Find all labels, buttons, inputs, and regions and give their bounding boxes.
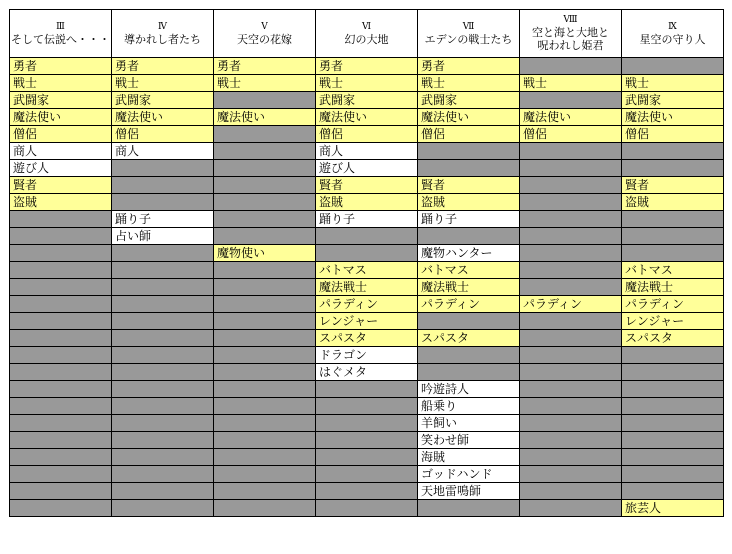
column-numeral: Ⅲ	[56, 21, 65, 32]
empty-cell	[214, 313, 316, 330]
job-cell: 遊び人	[10, 160, 112, 177]
job-cell: 武闘家	[622, 92, 724, 109]
empty-cell	[10, 279, 112, 296]
empty-cell	[316, 245, 418, 262]
empty-cell	[10, 483, 112, 500]
table-row	[10, 483, 724, 500]
empty-cell	[112, 313, 214, 330]
column-title: 空と海と大地と	[532, 26, 609, 39]
column-numeral: Ⅴ	[261, 21, 268, 32]
empty-cell	[214, 262, 316, 279]
empty-cell	[316, 432, 418, 449]
job-cell: スパスタ	[316, 330, 418, 347]
empty-cell	[520, 500, 622, 517]
empty-cell	[622, 245, 724, 262]
job-cell: 武闘家	[112, 92, 214, 109]
empty-cell	[316, 500, 418, 517]
job-cell: パラディン	[520, 296, 622, 313]
empty-cell	[10, 296, 112, 313]
empty-cell	[520, 58, 622, 75]
job-cell: 盗賊	[10, 194, 112, 211]
empty-cell	[112, 245, 214, 262]
empty-cell	[10, 398, 112, 415]
job-cell: 魔法使い	[622, 109, 724, 126]
empty-cell	[622, 449, 724, 466]
job-cell: 勇者	[214, 58, 316, 75]
empty-cell	[214, 415, 316, 432]
empty-cell	[10, 313, 112, 330]
column-title: 幻の大地	[344, 32, 389, 46]
empty-cell	[10, 330, 112, 347]
table-row	[10, 330, 724, 347]
empty-cell	[316, 398, 418, 415]
job-cell: 僧侶	[622, 126, 724, 143]
empty-cell	[214, 296, 316, 313]
column-header	[10, 10, 112, 58]
job-cell: 船乗り	[418, 398, 520, 415]
empty-cell	[520, 347, 622, 364]
empty-cell	[622, 381, 724, 398]
empty-cell	[214, 432, 316, 449]
empty-cell	[520, 143, 622, 160]
column-title: 星空の守り人	[639, 32, 706, 46]
job-cell: ゴッドハンド	[418, 466, 520, 483]
job-cell: 魔法使い	[10, 109, 112, 126]
table-row	[10, 381, 724, 398]
job-cell: バトマス	[418, 262, 520, 279]
empty-cell	[418, 160, 520, 177]
job-cell: 勇者	[10, 58, 112, 75]
empty-cell	[112, 432, 214, 449]
empty-cell	[622, 466, 724, 483]
table-row	[10, 58, 724, 75]
empty-cell	[520, 364, 622, 381]
empty-cell	[112, 466, 214, 483]
table-row	[10, 262, 724, 279]
job-cell: 勇者	[316, 58, 418, 75]
job-cell: 魔法使い	[520, 109, 622, 126]
empty-cell	[10, 245, 112, 262]
empty-cell	[214, 143, 316, 160]
job-cell: 僧侶	[418, 126, 520, 143]
empty-cell	[520, 449, 622, 466]
empty-cell	[112, 415, 214, 432]
empty-cell	[214, 160, 316, 177]
empty-cell	[520, 466, 622, 483]
job-cell: 吟遊詩人	[418, 381, 520, 398]
job-cell: 武闘家	[418, 92, 520, 109]
job-cell: 戦士	[520, 75, 622, 92]
empty-cell	[418, 347, 520, 364]
empty-cell	[520, 381, 622, 398]
job-cell: ドラゴン	[316, 347, 418, 364]
job-cell: パラディン	[418, 296, 520, 313]
table-row	[10, 500, 724, 517]
job-cell: 賢者	[418, 177, 520, 194]
column-title: エデンの戦士たち	[424, 32, 513, 46]
column-numeral: Ⅳ	[158, 21, 167, 32]
job-cell: 勇者	[418, 58, 520, 75]
empty-cell	[112, 279, 214, 296]
job-cell: 踊り子	[418, 211, 520, 228]
table-row	[10, 160, 724, 177]
empty-cell	[622, 483, 724, 500]
empty-cell	[520, 398, 622, 415]
empty-cell	[418, 228, 520, 245]
empty-cell	[214, 364, 316, 381]
job-cell: 魔物ハンター	[418, 245, 520, 262]
empty-cell	[112, 449, 214, 466]
column-header	[622, 10, 724, 58]
job-cell: 武闘家	[316, 92, 418, 109]
table-row	[10, 415, 724, 432]
empty-cell	[214, 347, 316, 364]
empty-cell	[622, 143, 724, 160]
empty-cell	[214, 330, 316, 347]
empty-cell	[10, 449, 112, 466]
job-cell: バトマス	[622, 262, 724, 279]
column-header	[112, 10, 214, 58]
job-cell: はぐメタ	[316, 364, 418, 381]
job-cell: 勇者	[112, 58, 214, 75]
column-numeral: Ⅵ	[361, 21, 372, 32]
empty-cell	[622, 398, 724, 415]
job-cell: 踊り子	[316, 211, 418, 228]
empty-cell	[10, 500, 112, 517]
job-cell: 海賊	[418, 449, 520, 466]
empty-cell	[10, 415, 112, 432]
empty-cell	[520, 313, 622, 330]
column-numeral: Ⅷ	[563, 15, 578, 25]
empty-cell	[10, 347, 112, 364]
job-cell: 商人	[316, 143, 418, 160]
empty-cell	[214, 211, 316, 228]
empty-cell	[520, 194, 622, 211]
empty-cell	[520, 211, 622, 228]
empty-cell	[622, 228, 724, 245]
table-row	[10, 347, 724, 364]
empty-cell	[520, 330, 622, 347]
empty-cell	[520, 262, 622, 279]
table-body	[10, 58, 724, 517]
column-title: そして伝説へ・・・	[11, 32, 110, 46]
empty-cell	[112, 330, 214, 347]
table-row	[10, 143, 724, 160]
empty-cell	[10, 228, 112, 245]
column-title: 天空の花嫁	[237, 32, 292, 46]
empty-cell	[520, 279, 622, 296]
column-numeral: Ⅸ	[668, 21, 677, 32]
table-row	[10, 245, 724, 262]
empty-cell	[316, 228, 418, 245]
job-cell: 戦士	[10, 75, 112, 92]
empty-cell	[622, 58, 724, 75]
table-row	[10, 449, 724, 466]
empty-cell	[418, 143, 520, 160]
job-cell: 魔法戦士	[316, 279, 418, 296]
job-cell: 武闘家	[10, 92, 112, 109]
table-row	[10, 364, 724, 381]
job-cell: パラディン	[316, 296, 418, 313]
job-cell: 魔物使い	[214, 245, 316, 262]
empty-cell	[10, 381, 112, 398]
job-cell: 遊び人	[316, 160, 418, 177]
empty-cell	[112, 262, 214, 279]
job-cell: 踊り子	[112, 211, 214, 228]
job-cell: レンジャー	[316, 313, 418, 330]
table-row	[10, 296, 724, 313]
table-row	[10, 313, 724, 330]
empty-cell	[520, 432, 622, 449]
empty-cell	[520, 177, 622, 194]
header-row	[10, 10, 724, 58]
table-row	[10, 109, 724, 126]
empty-cell	[214, 381, 316, 398]
empty-cell	[316, 415, 418, 432]
job-cell: パラディン	[622, 296, 724, 313]
job-cell: 盗賊	[316, 194, 418, 211]
empty-cell	[214, 449, 316, 466]
empty-cell	[214, 483, 316, 500]
empty-cell	[112, 364, 214, 381]
empty-cell	[112, 296, 214, 313]
empty-cell	[10, 262, 112, 279]
job-cell: スパスタ	[418, 330, 520, 347]
empty-cell	[418, 500, 520, 517]
job-cell: 魔法使い	[112, 109, 214, 126]
column-header	[214, 10, 316, 58]
column-header	[520, 10, 622, 58]
job-cell: 魔法使い	[316, 109, 418, 126]
job-cell: 魔法戦士	[622, 279, 724, 296]
empty-cell	[112, 381, 214, 398]
empty-cell	[112, 177, 214, 194]
empty-cell	[520, 160, 622, 177]
job-cell: 賢者	[10, 177, 112, 194]
empty-cell	[112, 398, 214, 415]
job-cell: 商人	[10, 143, 112, 160]
empty-cell	[112, 483, 214, 500]
job-cell: 魔法戦士	[418, 279, 520, 296]
empty-cell	[10, 466, 112, 483]
empty-cell	[418, 364, 520, 381]
job-cell: 僧侶	[316, 126, 418, 143]
empty-cell	[214, 466, 316, 483]
table-row	[10, 194, 724, 211]
empty-cell	[214, 92, 316, 109]
column-header	[316, 10, 418, 58]
empty-cell	[10, 211, 112, 228]
empty-cell	[316, 381, 418, 398]
empty-cell	[316, 466, 418, 483]
empty-cell	[214, 194, 316, 211]
empty-cell	[214, 500, 316, 517]
job-cell: 戦士	[622, 75, 724, 92]
empty-cell	[622, 432, 724, 449]
table-row	[10, 432, 724, 449]
job-cell: レンジャー	[622, 313, 724, 330]
job-cell: 僧侶	[10, 126, 112, 143]
job-cell: 盗賊	[418, 194, 520, 211]
job-cell: 賢者	[316, 177, 418, 194]
empty-cell	[214, 177, 316, 194]
job-cell: 魔法使い	[418, 109, 520, 126]
job-cell: バトマス	[316, 262, 418, 279]
table-row	[10, 466, 724, 483]
table-row	[10, 398, 724, 415]
empty-cell	[316, 483, 418, 500]
job-cell: スパスタ	[622, 330, 724, 347]
empty-cell	[622, 415, 724, 432]
empty-cell	[622, 347, 724, 364]
empty-cell	[520, 483, 622, 500]
empty-cell	[112, 347, 214, 364]
job-cell: 盗賊	[622, 194, 724, 211]
column-header	[418, 10, 520, 58]
empty-cell	[622, 211, 724, 228]
job-cell: 魔法使い	[214, 109, 316, 126]
job-cell: 笑わせ師	[418, 432, 520, 449]
table-row	[10, 126, 724, 143]
empty-cell	[520, 92, 622, 109]
job-cell: 商人	[112, 143, 214, 160]
empty-cell	[112, 194, 214, 211]
empty-cell	[622, 364, 724, 381]
empty-cell	[520, 415, 622, 432]
empty-cell	[418, 313, 520, 330]
empty-cell	[214, 398, 316, 415]
job-cell: 僧侶	[112, 126, 214, 143]
table-row	[10, 228, 724, 245]
job-cell: 羊飼い	[418, 415, 520, 432]
job-cell: 戦士	[316, 75, 418, 92]
job-cell: 戦士	[214, 75, 316, 92]
job-cell: 占い師	[112, 228, 214, 245]
empty-cell	[10, 432, 112, 449]
table-row	[10, 279, 724, 296]
job-cell: 旅芸人	[622, 500, 724, 517]
table-row	[10, 75, 724, 92]
table-row	[10, 92, 724, 109]
job-cell: 天地雷鳴師	[418, 483, 520, 500]
job-cell: 賢者	[622, 177, 724, 194]
empty-cell	[520, 245, 622, 262]
table-row	[10, 211, 724, 228]
empty-cell	[214, 279, 316, 296]
empty-cell	[112, 500, 214, 517]
empty-cell	[520, 228, 622, 245]
empty-cell	[622, 160, 724, 177]
empty-cell	[214, 126, 316, 143]
empty-cell	[316, 449, 418, 466]
empty-cell	[112, 160, 214, 177]
job-comparison-table	[9, 9, 724, 517]
column-title: 導かれし者たち	[124, 32, 201, 46]
empty-cell	[214, 228, 316, 245]
table-row	[10, 177, 724, 194]
job-cell: 僧侶	[520, 126, 622, 143]
job-cell: 戦士	[112, 75, 214, 92]
column-numeral: Ⅶ	[462, 21, 475, 32]
column-title: 呪われし姫君	[537, 39, 604, 52]
job-cell: 戦士	[418, 75, 520, 92]
empty-cell	[10, 364, 112, 381]
